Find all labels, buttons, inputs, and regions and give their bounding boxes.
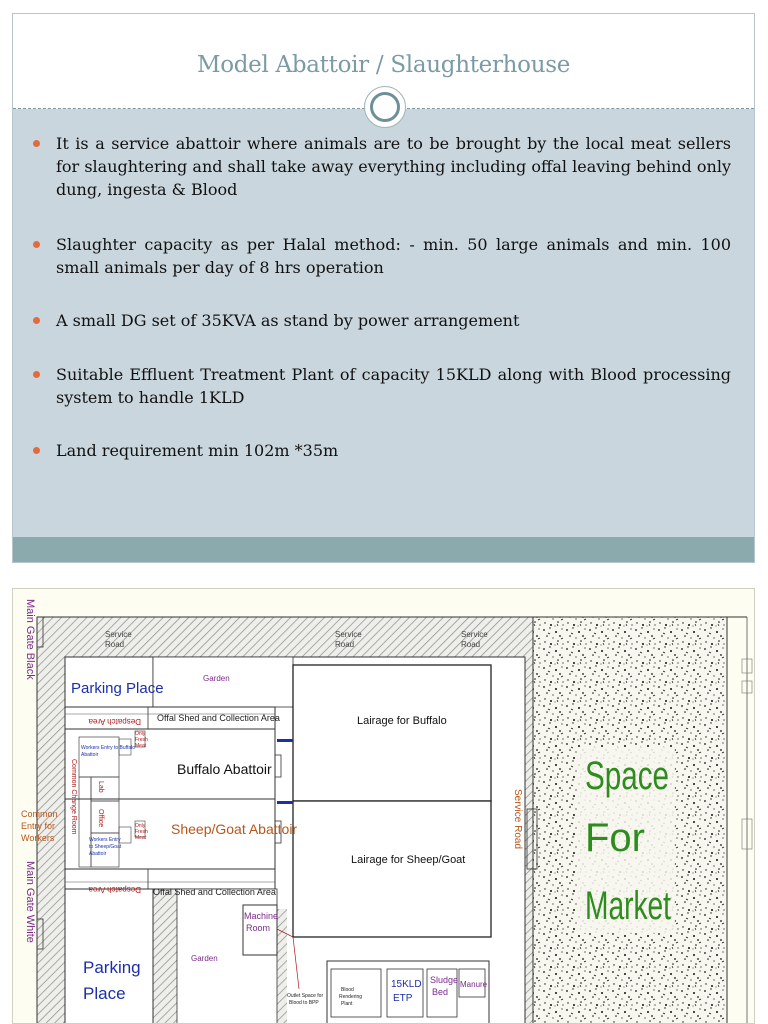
garden-top-label: Garden: [203, 674, 230, 683]
blood-rendering-label: Blood Rendering Plant: [339, 987, 363, 1007]
lairage-buffalo-zone: [293, 665, 491, 801]
space-for-market-label: Space: [585, 754, 699, 798]
bullet-dot-icon: [33, 371, 40, 378]
space-for-market-label: Market: [585, 884, 708, 928]
bullet-dot-icon: [33, 317, 40, 324]
only-fresh-meat-label: Only Fresh Meat: [135, 731, 148, 749]
workers-entry-buffalo-label: Workers Entry to Buffalo Abattoir: [81, 745, 136, 758]
service-road-label: Service Road: [335, 630, 362, 649]
common-change-room-label: Common Change Room: [70, 759, 77, 835]
despatch-top-label: Despatch Area: [88, 717, 141, 726]
bullet-dot-icon: [33, 140, 40, 147]
manure-label: Manure: [460, 980, 488, 989]
sludge-bed-label: Sludge Bed: [430, 975, 459, 997]
space-for-market-label: For: [585, 816, 645, 860]
sheep-abattoir-label: Sheep/Goat Abattoir: [171, 821, 298, 837]
slide-footer-bar: [13, 537, 754, 563]
bullet-text: Slaughter capacity as per Halal method: - min. 50 large animals and min. 100 small animals per day of 8 hrs operation: [56, 235, 731, 277]
site-plan-drawing: [13, 589, 755, 1024]
parking-bottom-label: Parking Place: [83, 958, 141, 1003]
parking-bottom-zone: [65, 889, 153, 1024]
service-road-right-label: Service Road: [512, 789, 523, 850]
bullet-dot-icon: [33, 447, 40, 454]
buffalo-abattoir-label: Buffalo Abattoir: [177, 761, 272, 777]
machine-room-label: Machine Room: [244, 911, 279, 933]
common-entry-label: Common Entry for Workers: [21, 809, 58, 843]
service-road-label: Service Road: [461, 630, 488, 649]
lairage-buffalo-label: Lairage for Buffalo: [357, 715, 447, 727]
despatch-bottom-label: Despatch Area: [88, 885, 141, 894]
garden-bottom-label: Garden: [191, 954, 218, 963]
offal-shed-bottom-label: Offal Shed and Collection Area: [153, 887, 276, 897]
bullet-text: Land requirement min 102m *35m: [56, 441, 339, 460]
bullet-text: Suitable Effluent Treatment Plant of capacity 15KLD along with Blood processing system to handle 1KLD: [56, 365, 731, 407]
slide-title: Model Abattoir / Slaughterhouse: [196, 52, 571, 78]
bullet-text: It is a service abattoir where animals are to be brought by the local meat sellers for slaughtering and shall take away everything including offal leaving behind only dung, ingesta & Blood: [56, 134, 731, 199]
slide-abattoir-overview: [12, 13, 755, 563]
parking-top-label: Parking Place: [71, 680, 164, 697]
office-label: Office: [97, 809, 104, 828]
bullet-dot-icon: [33, 241, 40, 248]
ring-ornament-icon: [364, 86, 406, 128]
main-gate-black-label: Main Gate Black: [24, 599, 36, 680]
lairage-sheep-zone: [293, 801, 491, 937]
outlet-space-label: Outlet Space for Blood to BPP: [287, 993, 324, 1006]
bullet-text: A small DG set of 35KVA as stand by power arrangement: [56, 311, 520, 330]
service-road-label: Service Road: [105, 630, 132, 649]
etp-label: 15KLD ETP: [391, 979, 422, 1004]
offal-shed-top-label: Offal Shed and Collection Area: [157, 713, 280, 723]
workers-entry-sheep-label: Workers Entry to Sheep/Goat Abattoir: [89, 837, 122, 857]
main-gate-white-label: Main Gate White: [24, 861, 36, 943]
lab-label: Lab: [97, 781, 104, 793]
lairage-sheep-label: Lairage for Sheep/Goat: [351, 854, 466, 866]
slide-site-plan: [12, 588, 755, 1024]
only-fresh-meat-label: Only Fresh Meat: [135, 823, 148, 841]
